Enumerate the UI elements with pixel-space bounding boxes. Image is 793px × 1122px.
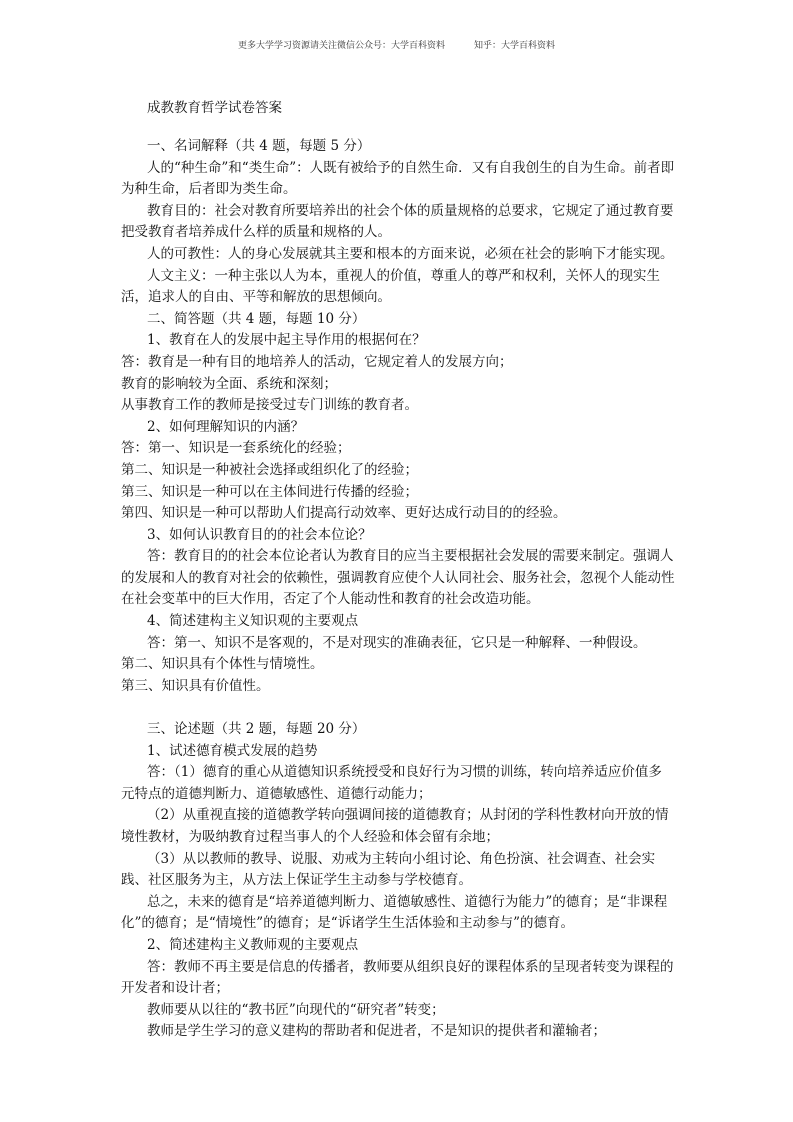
short-answer-2-line-2: 第二、知识是一种被社会选择或组织化了的经验； <box>121 461 418 478</box>
short-answer-1-line-3: 从事教育工作的教师是接受过专门训练的教育者。 <box>121 397 418 414</box>
section-spacer <box>121 697 675 719</box>
short-answer-4-line-2: 第二、知识具有个体性与情境性。 <box>121 656 324 673</box>
short-answer-1-line-2: 教育的影响较为全面、系统和深刻； <box>121 375 337 392</box>
page-header <box>0 38 793 51</box>
essay-answer-1-point-3: （3）从以教师的教导、说服、劝戒为主转向小组讨论、角色扮演、社会调查、社会实践、社区服务为主，从方法上保证学生主动参与学校德育。 <box>121 850 656 889</box>
term-educability-definition: 人的可教性：人的身心发展就其主要和根本的方面来说，必须在社会的影响下才能实现。 <box>147 245 674 262</box>
header-zhihu-note: 知乎：大学百科资料 <box>473 41 555 51</box>
essay-answer-2-line-2: 教师要从以往的“教书匠”向现代的“研究者”转变； <box>147 1001 445 1018</box>
term-life-definition: 人的“种生命”和“类生命”：人既有被给予的自然生命．又有自我创生的自为生命。前者即为种生命，后者即为类生命。 <box>121 159 675 198</box>
short-question-4: 4、简述建构主义知识观的主要观点 <box>147 613 359 630</box>
essay-answer-2-line-1: 答：教师不再主要是信息的传播者，教师要从组织良好的课程体系的呈现者转变为课程的开发者和设计者； <box>121 958 674 997</box>
short-answer-3: 答：教育目的的社会本位论者认为教育目的应当主要根据社会发展的需要来制定。强调人的发展和人的教育对社会的依赖性，强调教育应使个人认同社会、服务社会，忽视个人能动性在社会变革中的巨大作用，否定了个人能动性和教育的社会改造功能。 <box>121 548 675 608</box>
short-answer-2-line-3: 第三、知识是一种可以在主体间进行传播的经验； <box>121 483 418 500</box>
term-humanism-definition: 人文主义：一种主张以人为本，重视人的价值，尊重人的尊严和权利，关怀人的现实生活，追求人的自由、平等和解放的思想倾向。 <box>121 267 660 306</box>
term-education-aim-definition: 教育目的：社会对教育所要培养出的社会个体的质量规格的总要求，它规定了通过教育要把受教育者培养成什么样的质量和规格的人。 <box>121 202 674 241</box>
essay-answer-2-line-3: 教师是学生学习的意义建构的帮助者和促进者，不是知识的提供者和灌输者； <box>147 1023 606 1040</box>
essay-answer-1-summary: 总之，未来的德育是“培养道德判断力、道德敏感性、道德行为能力”的德育；是“非课程化”的德育；是“情境性”的德育；是“诉诸学生生活体验和主动参与”的德育。 <box>121 893 668 932</box>
short-answer-1-line-1: 答：教育是一种有目的地培养人的活动，它规定着人的发展方向； <box>121 353 513 370</box>
essay-answer-1-point-1: 答：（1）德育的重心从道德知识系统授受和良好行为习惯的训练，转向培养适应价值多元特点的道德判断力、道德敏感性、道德行动能力； <box>121 764 662 802</box>
short-answer-4-line-3: 第三、知识具有价值性。 <box>121 677 270 694</box>
header-wechat-note: 更多大学学习资源请关注微信公众号：大学百科资料 <box>238 41 446 51</box>
document-title: 成教教育哲学试卷答案 <box>147 100 282 116</box>
essay-answer-1-point-2: （2）从重视直接的道德教学转向强调间接的道德教育；从封闭的学科性教材向开放的情境性教材，为吸纳教育过程当事人的个人经验和体会留有余地； <box>121 807 669 845</box>
short-question-3: 3、如何认识教育目的的社会本位论？ <box>147 526 372 543</box>
section3-heading: 三、论述题（共 2 题，每题 20 分） <box>147 721 366 738</box>
short-question-1: 1、教育在人的发展中起主导作用的根据何在？ <box>147 332 426 349</box>
essay-question-1: 1、试述德育模式发展的趋势 <box>147 742 318 759</box>
short-answer-4-line-1: 答：第一、知识不是客观的，不是对现实的准确表征，它只是一种解释、一种假设。 <box>147 634 647 651</box>
short-question-2: 2、如何理解知识的内涵？ <box>147 418 305 435</box>
section2-heading: 二、简答题（共 4 题，每题 10 分） <box>147 310 366 327</box>
document-body <box>121 136 675 1043</box>
essay-question-2: 2、简述建构主义教师观的主要观点 <box>147 936 359 953</box>
section1-heading: 一、名词解释（共 4 题，每题 5 分） <box>147 138 371 154</box>
short-answer-2-line-1: 答：第一、知识是一套系统化的经验； <box>121 440 351 457</box>
short-answer-2-line-4: 第四、知识是一种可以帮助人们提高行动效率、更好达成行动目的的经验。 <box>121 505 567 522</box>
